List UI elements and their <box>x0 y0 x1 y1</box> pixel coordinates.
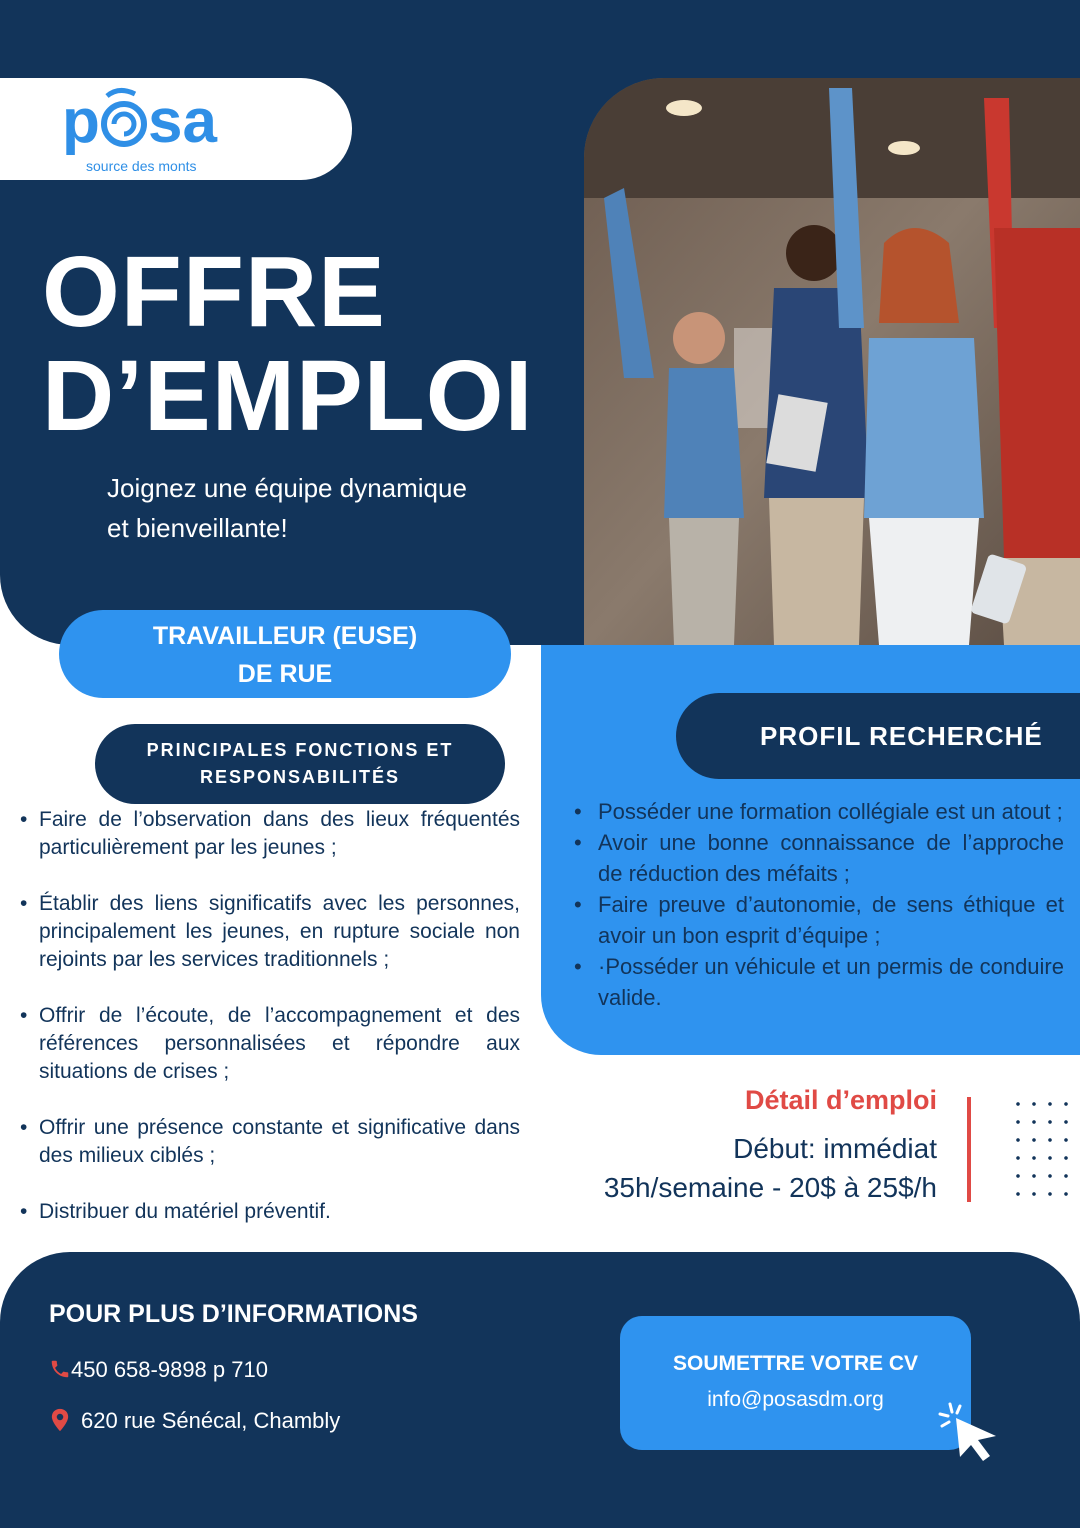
duties-list <box>18 806 520 1254</box>
job-title-badge: TRAVAILLEUR (EUSE) DE RUE <box>59 610 511 698</box>
phone-icon <box>49 1358 71 1380</box>
logo-tagline: source des monts <box>86 158 197 174</box>
list-item: • Établir des liens significatifs avec les personnes, principalement les jeunes, en rupture sociale non rejoints par les services traditionnels ; <box>18 890 520 974</box>
svg-text:sa: sa <box>148 87 217 156</box>
detail-heading: Détail d’emploi <box>744 1085 937 1115</box>
start-date: Début: immédiat <box>733 1133 937 1164</box>
dot-pattern-decoration <box>1010 1095 1080 1205</box>
page-title: OFFRE D’EMPLOI <box>42 236 534 452</box>
submit-cv-label: SOUMETTRE VOTRE CV <box>672 1352 919 1375</box>
list-item: • Offrir une présence constante et significative dans des milieux ciblés ; <box>18 1114 520 1170</box>
list-item: • Avoir une bonne connaissance de l’approche de réduction des méfaits ; <box>574 827 1064 889</box>
list-item: • Offrir de l’écoute, de l’accompagnement et des références personnalisées et répondre aux situations de crises ; <box>18 1002 520 1086</box>
address-text: 620 rue Sénécal, Chambly <box>81 1408 341 1433</box>
list-item: • Faire preuve d’autonomie, de sens éthique et avoir un bon esprit d’équipe ; <box>574 889 1064 951</box>
posa-logo-icon <box>62 86 242 158</box>
phone-number[interactable]: 450 658-9898 p 710 <box>71 1357 268 1382</box>
profil-list <box>574 796 1064 1013</box>
team-celebration-photo <box>584 78 1080 645</box>
address-line <box>49 1408 340 1434</box>
list-item: • ·Posséder un véhicule et un permis de conduire valide. <box>574 951 1064 1013</box>
list-item: • Faire de l’observation dans des lieux fréquentés particulièrement par les jeunes ; <box>18 806 520 862</box>
hours-salary: 35h/semaine - 20$ à 25$/h <box>603 1172 937 1203</box>
fonctions-heading: PRINCIPALES FONCTIONS ET RESPONSABILITÉS <box>95 724 505 804</box>
cursor-click-icon <box>938 1400 1002 1464</box>
hero-subtitle: Joignez une équipe dynamique et bienveillante! <box>107 473 467 543</box>
list-item: • Posséder une formation collégiale est un atout ; <box>574 796 1064 827</box>
email-link[interactable]: info@posasdm.org <box>707 1388 884 1411</box>
submit-cv-button[interactable] <box>620 1316 971 1450</box>
location-pin-icon <box>49 1408 71 1432</box>
phone-line[interactable] <box>49 1357 268 1383</box>
contact-heading: POUR PLUS D’INFORMATIONS <box>49 1300 418 1328</box>
profil-heading: PROFIL RECHERCHÉ <box>676 693 1080 779</box>
list-item: • Distribuer du matériel préventif. <box>18 1198 520 1226</box>
accent-divider <box>967 1097 971 1202</box>
svg-text:p: p <box>62 87 100 156</box>
